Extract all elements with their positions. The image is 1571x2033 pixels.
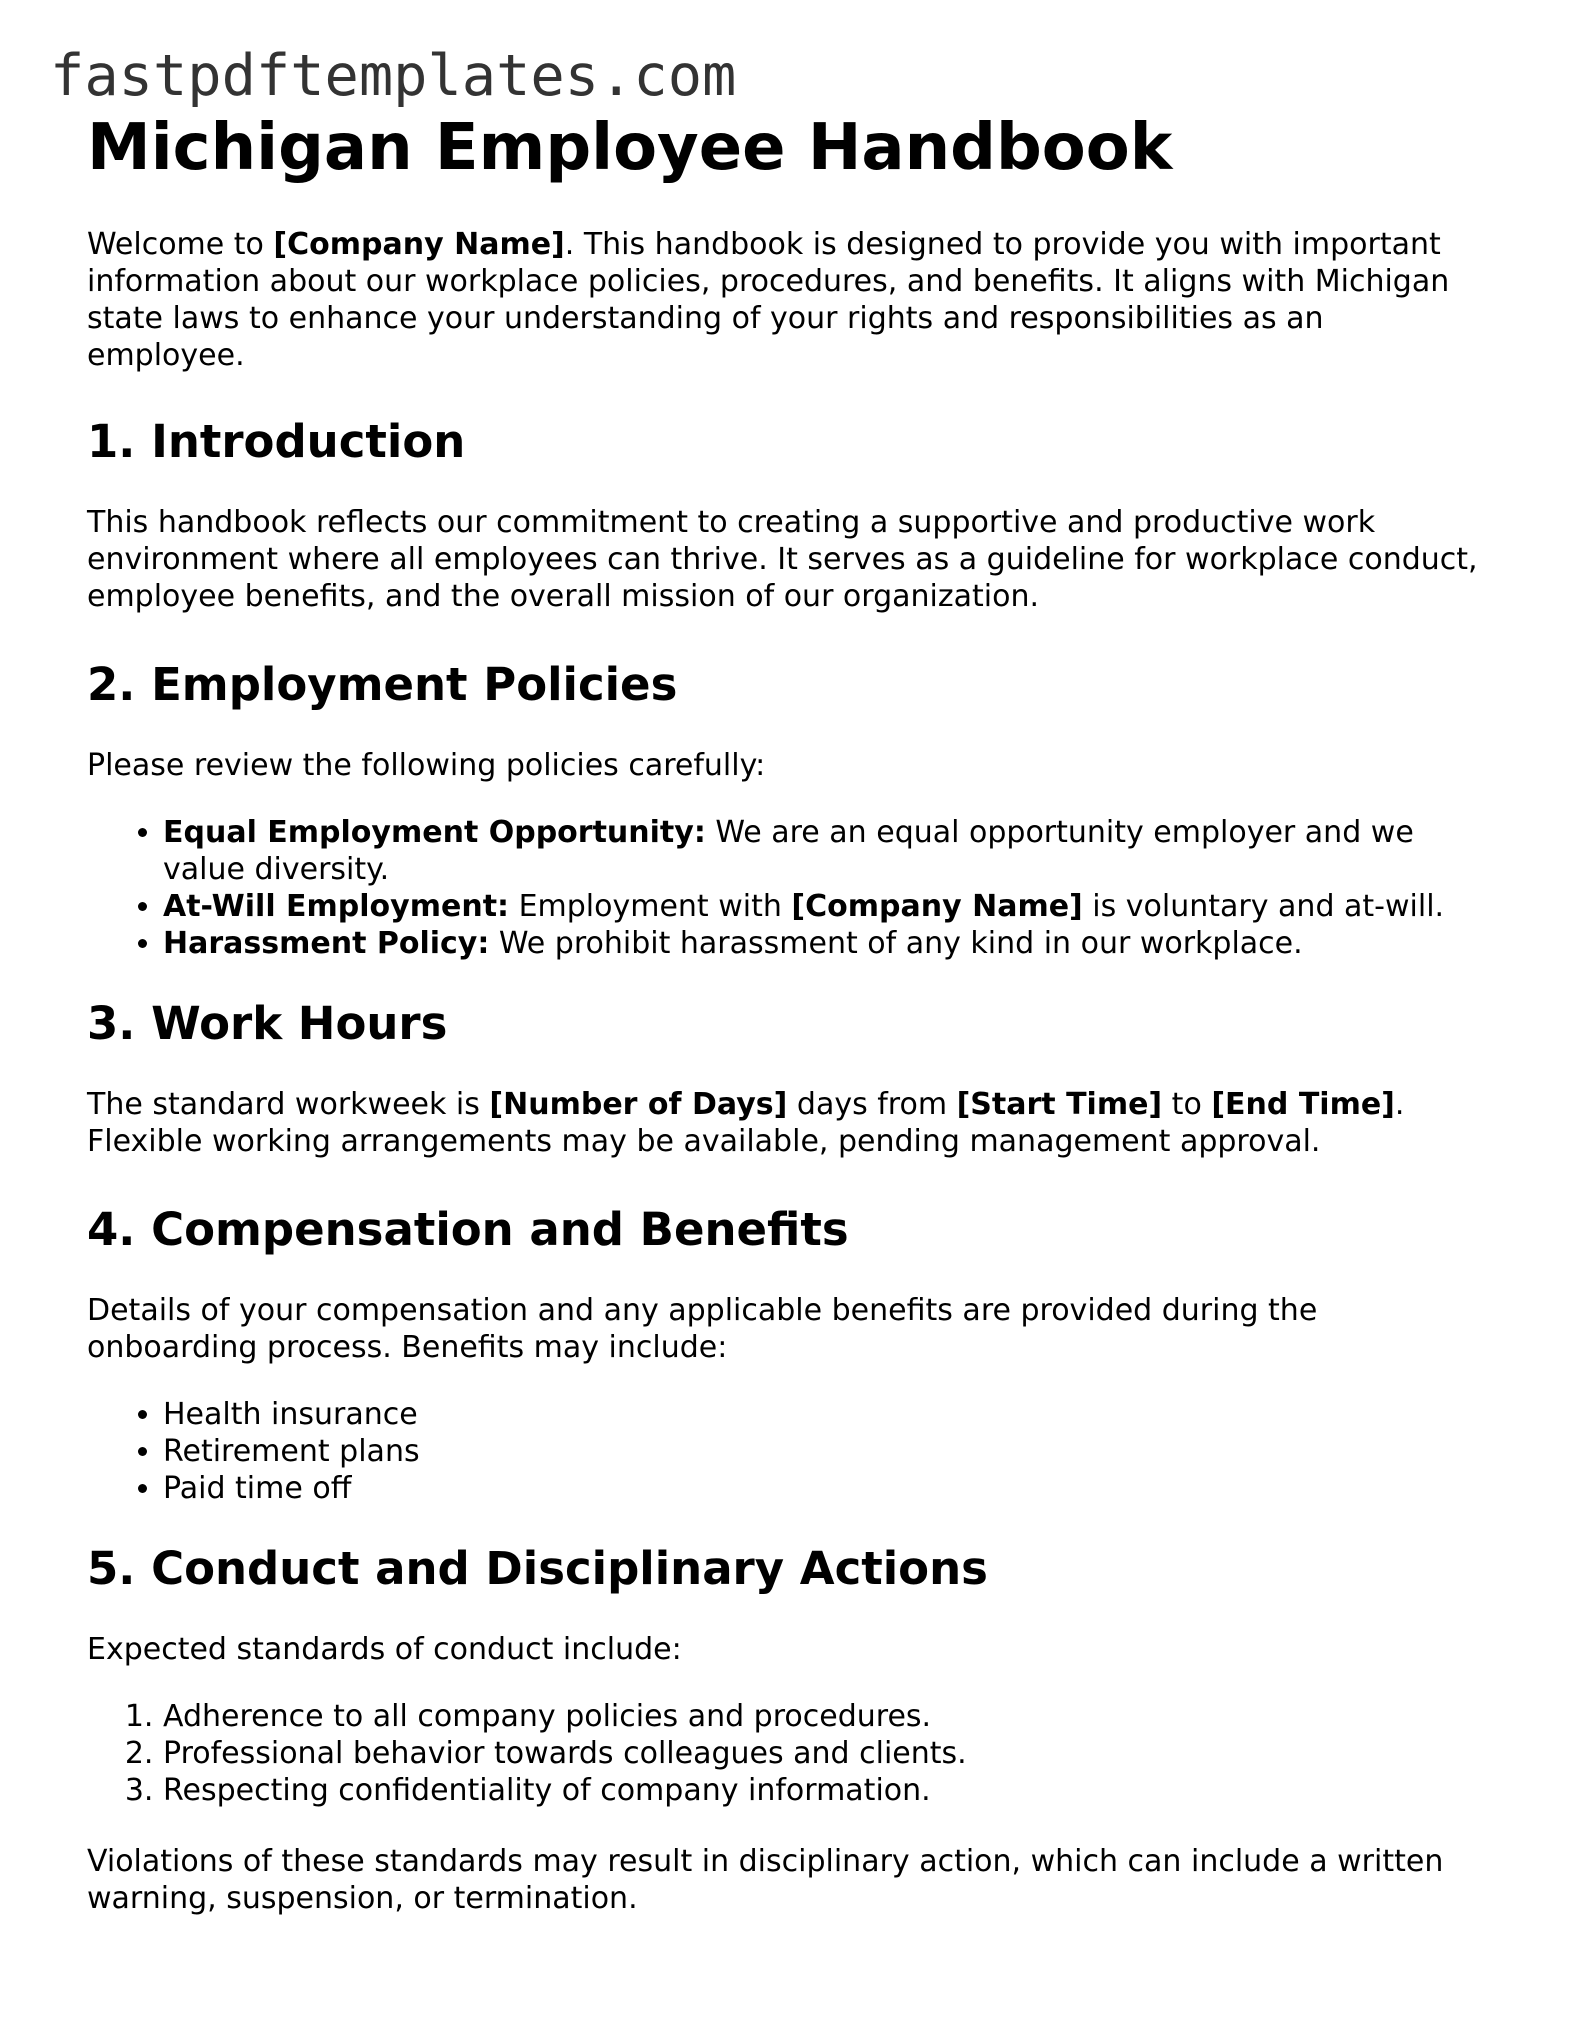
work-hours-text: to: [1162, 1087, 1212, 1122]
benefit-item: • Health insurance: [163, 1396, 1487, 1433]
compensation-lead: Details of your compensation and any applicable benefits are provided during the onboarding process. Benefits may include:: [87, 1293, 1318, 1365]
section-heading-conduct: 5. Conduct and Disciplinary Actions: [87, 1542, 988, 1595]
number-of-days-placeholder: [Number of Days]: [489, 1087, 788, 1122]
policy-label: At-Will Employment:: [163, 889, 510, 924]
company-name-placeholder: [Company Name]: [791, 889, 1083, 924]
benefits-list: [87, 1396, 1487, 1507]
policy-item: [163, 814, 1487, 888]
section-heading-introduction: 1. Introduction: [87, 415, 466, 468]
policy-list: [87, 814, 1487, 962]
conduct-closing-paragraph: Violations of these standards may result in disciplinary action, which can include a written warning, suspension, or termination.: [87, 1844, 1444, 1916]
conduct-lead: Expected standards of conduct include:: [87, 1632, 682, 1667]
document-title: Michigan Employee Handbook: [87, 111, 1173, 185]
section-heading-employment-policies: 2. Employment Policies: [87, 658, 678, 711]
conduct-item: 2. Professional behavior towards colleagues and clients.: [163, 1735, 1487, 1772]
work-hours-text: The standard workweek is: [87, 1087, 490, 1122]
intro-text-end: . This handbook is designed to provide you with important information about our workplace policies, procedures, and benefits. It aligns with Michigan state laws to enhance your understanding of your rights and responsibilities as an employee.: [87, 227, 1450, 373]
benefit-item: • Paid time off: [163, 1470, 1487, 1507]
watermark: fastpdftemplates.com: [50, 43, 737, 109]
section-heading-compensation: 4. Compensation and Benefits: [87, 1203, 849, 1256]
employment-policies-lead: Please review the following policies carefully:: [87, 748, 766, 783]
introduction-paragraph: This handbook reflects our commitment to creating a supportive and productive work environment where all employees can thrive. It serves as a guideline for workplace conduct, employee benefits, and the overall mission of our organization.: [87, 505, 1478, 614]
policy-text: Employment with: [509, 889, 792, 924]
work-hours-text: days from: [787, 1087, 957, 1122]
policy-item: [163, 888, 1487, 925]
work-hours-text: . Flexible working arrangements may be available, pending management approval.: [87, 1087, 1405, 1159]
conduct-item: 3. Respecting confidentiality of company information.: [163, 1772, 1487, 1809]
intro-paragraph: [87, 226, 1487, 374]
policy-item: [163, 925, 1487, 962]
policy-text: We are an equal opportunity employer and we value diversity.: [163, 815, 1414, 887]
document-page: [87, 110, 1487, 1957]
policy-text: We prohibit harassment of any kind in our workplace.: [489, 926, 1303, 961]
intro-text-start: Welcome to: [87, 227, 274, 262]
company-name-placeholder: [Company Name]: [273, 227, 565, 262]
conduct-item: 1. Adherence to all company policies and procedures.: [163, 1698, 1487, 1735]
work-hours-paragraph: [87, 1086, 1487, 1160]
policy-label: Harassment Policy:: [163, 926, 490, 961]
policy-text: is voluntary and at-will.: [1082, 889, 1445, 924]
policy-label: Equal Employment Opportunity:: [163, 815, 706, 850]
section-heading-work-hours: 3. Work Hours: [87, 997, 448, 1050]
start-time-placeholder: [Start Time]: [956, 1087, 1163, 1122]
end-time-placeholder: [End Time]: [1211, 1087, 1395, 1122]
conduct-list: [87, 1698, 1487, 1809]
benefit-item: • Retirement plans: [163, 1433, 1487, 1470]
